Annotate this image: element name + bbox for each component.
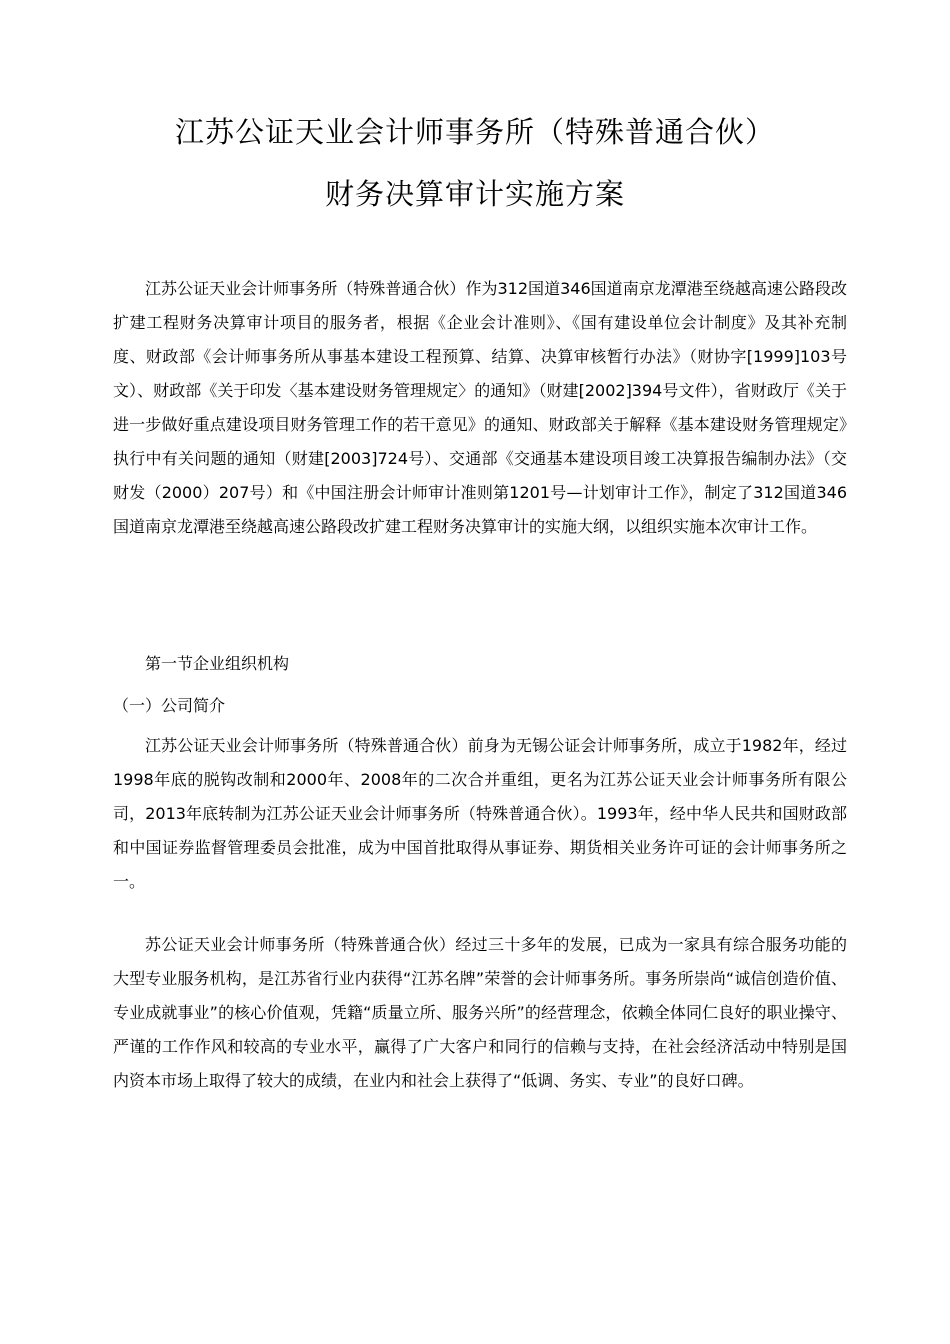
company-paragraph-1: 江苏公证天业会计师事务所（特殊普通合伙）前身为无锡公证会计师事务所，成立于1982年，经过1998年底的脱钩改制和2000年、2008年的二次合并重组，更名为江苏公证天业会计师事务所有限公司，2013年底转制为江苏公证天业会计师事务所（特殊普通合伙）。1993年，经中华人民共和国财政部和中国证券监督管理委员会批准，成为中国首批取得从事证券、期货相关业务许可证的会计师事务所之一。 — [113, 736, 847, 891]
document-title-line-1: 江苏公证天业会计师事务所（特殊普通合伙） — [174, 115, 775, 149]
document-title-line-2: 财务决算审计实施方案 — [324, 177, 625, 211]
section-heading: 第一节企业组织机构 — [145, 654, 290, 673]
company-paragraph-2: 苏公证天业会计师事务所（特殊普通合伙）经过三十多年的发展，已成为一家具有综合服务功能的大型专业服务机构，是江苏省行业内获得“江苏名牌”荣誉的会计师事务所。事务所崇尚“诚信创造价值、专业成就事业”的核心价值观，凭籍“质量立所、服务兴所”的经营理念，依赖全体同仁良好的职业操守、严谨的工作作风和较高的专业水平，赢得了广大客户和同行的信赖与支持，在社会经济活动中特别是国内资本市场上取得了较大的成绩，在业内和社会上获得了“低调、务实、专业”的良好口碑。 — [113, 935, 847, 1090]
intro-paragraph: 江苏公证天业会计师事务所（特殊普通合伙）作为312国道346国道南京龙潭港至绕越高速公路段改扩建工程财务决算审计项目的服务者，根据《企业会计准则》、《国有建设单位会计制度》及其补充制度、财政部《会计师事务所从事基本建设工程预算、结算、决算审核暂行办法》（财协字[1999]103号文）、财政部《关于印发〈基本建设财务管理规定〉的通知》（财建[2002]394号文件），省财政厅《关于进一步做好重点建设项目财务管理工作的若干意见》的通知、财政部关于解释《基本建设财务管理规定》执行中有关问题的通知（财建[2003]724号）、交通部《交通基本建设项目竣工决算报告编制办法》（交财发（2000）207号）和《中国注册会计师审计准则第1201号—计划审计工作》，制定了312国道346国道南京龙潭港至绕越高速公路段改扩建工程财务决算审计的实施大纲，以组织实施本次审计工作。 — [113, 279, 847, 536]
subsection-heading: （一）公司简介 — [113, 696, 226, 715]
